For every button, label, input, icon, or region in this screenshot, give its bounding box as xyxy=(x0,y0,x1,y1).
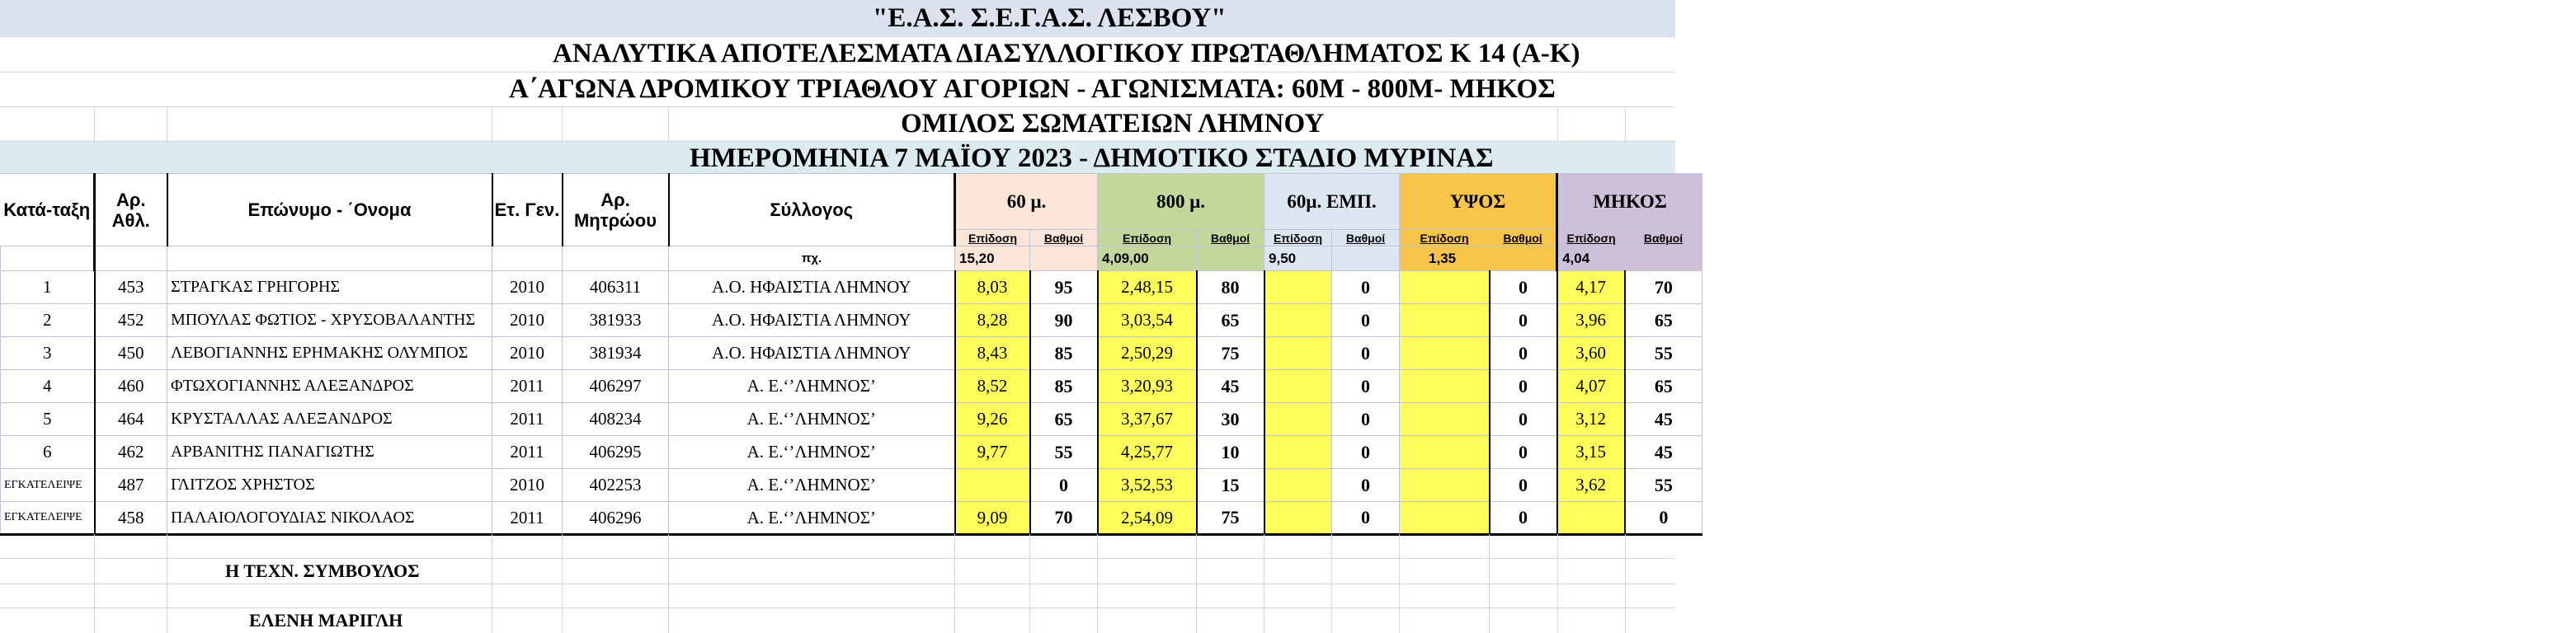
group-title: ΟΜΙΛΟΣ ΣΩΜΑΤΕΙΩΝ ΛΗΜΝΟΥ xyxy=(901,109,1325,138)
perf-hurdles-cell xyxy=(1264,337,1332,370)
points-high-cell: 0 xyxy=(1490,370,1557,403)
sub-points-long: Βαθμοί xyxy=(1625,230,1702,246)
rank-cell: 6 xyxy=(1,436,95,469)
perf-long-cell xyxy=(1557,502,1625,535)
points-800-cell: 65 xyxy=(1197,304,1264,337)
sub-points-hurdles: Βαθμοί xyxy=(1332,230,1400,246)
sub-perf-high: Επίδοση xyxy=(1400,230,1490,246)
points-800-cell: 10 xyxy=(1197,436,1264,469)
perf-long-cell: 3,15 xyxy=(1557,436,1625,469)
perf-hurdles-cell xyxy=(1264,370,1332,403)
event-60m-hurdles: 60μ. ΕΜΠ. xyxy=(1264,174,1400,230)
athlete-no-cell: 487 xyxy=(95,469,167,502)
name-cell: ΓΛΙΤΖΟΣ ΧΡΗΣΤΟΣ xyxy=(167,469,492,502)
event-long-jump: ΜΗΚΟΣ xyxy=(1557,174,1702,230)
perf-high-cell xyxy=(1400,403,1490,436)
event-800m: 800 μ. xyxy=(1098,174,1264,230)
points-60-cell: 90 xyxy=(1030,304,1098,337)
event-title: Α΄ΑΓΩΝΑ ΔΡΟΜΙΚΟΥ ΤΡΙΑΘΛΟΥ ΑΓΟΡΙΩΝ - ΑΓΩΝΙΣΜΑΤΑ: 60Μ - 800Μ- ΜΗΚΟΣ xyxy=(509,74,1556,104)
perf-long-cell: 3,60 xyxy=(1557,337,1625,370)
points-60-cell: 95 xyxy=(1030,271,1098,304)
club-cell: Α. Ε.‘’ΛΗΜΝΟΣ’ xyxy=(669,469,955,502)
ref-hurdles: 9,50 xyxy=(1264,246,1332,271)
ref-empty xyxy=(563,246,669,271)
perf-60-cell xyxy=(955,469,1030,502)
athlete-no-cell: 453 xyxy=(95,271,167,304)
perf-hurdles-cell xyxy=(1264,403,1332,436)
table-row xyxy=(1,271,1702,304)
table-row xyxy=(1,370,1702,403)
registry-cell: 402253 xyxy=(563,469,669,502)
club-cell: Α.Ο. ΗΦΑΙΣΤΙΑ ΛΗΜΝΟΥ xyxy=(669,271,955,304)
perf-60-cell: 8,43 xyxy=(955,337,1030,370)
points-60-cell: 65 xyxy=(1030,403,1098,436)
col-name: Επώνυμο - ΄Ονομα xyxy=(167,174,492,246)
points-60-cell: 85 xyxy=(1030,370,1098,403)
points-long-cell: 55 xyxy=(1625,469,1702,502)
col-birth-year: Ετ. Γεν. xyxy=(492,174,563,246)
results-table xyxy=(0,173,1702,536)
club-cell: Α. Ε.‘’ΛΗΜΝΟΣ’ xyxy=(669,370,955,403)
perf-60-cell: 9,09 xyxy=(955,502,1030,535)
perf-high-cell xyxy=(1400,436,1490,469)
sub-perf-60: Επίδοση xyxy=(955,230,1030,246)
points-800-cell: 45 xyxy=(1197,370,1264,403)
ref-club-example: πχ. xyxy=(669,246,955,271)
perf-60-cell: 9,77 xyxy=(955,436,1030,469)
birth-year-cell: 2010 xyxy=(492,337,563,370)
club-cell: Α. Ε.‘’ΛΗΜΝΟΣ’ xyxy=(669,502,955,535)
perf-60-cell: 8,03 xyxy=(955,271,1030,304)
points-long-cell: 65 xyxy=(1625,370,1702,403)
rank-cell: 2 xyxy=(1,304,95,337)
club-cell: Α. Ε.‘’ΛΗΜΝΟΣ’ xyxy=(669,403,955,436)
perf-high-cell xyxy=(1400,469,1490,502)
points-60-cell: 0 xyxy=(1030,469,1098,502)
points-high-cell: 0 xyxy=(1490,337,1557,370)
rank-cell: 1 xyxy=(1,271,95,304)
points-high-cell: 0 xyxy=(1490,403,1557,436)
perf-800-cell: 2,50,29 xyxy=(1098,337,1197,370)
perf-long-cell: 4,17 xyxy=(1557,271,1625,304)
perf-hurdles-cell xyxy=(1264,304,1332,337)
points-long-cell: 65 xyxy=(1625,304,1702,337)
event-60m: 60 μ. xyxy=(955,174,1098,230)
ref-60m: 15,20 xyxy=(955,246,1030,271)
points-60-cell: 85 xyxy=(1030,337,1098,370)
points-60-cell: 70 xyxy=(1030,502,1098,535)
rank-cell: ΕΓΚΑΤΕΛΕΙΨΕ xyxy=(1,502,95,535)
ref-empty xyxy=(1197,246,1264,271)
table-row xyxy=(1,304,1702,337)
points-800-cell: 75 xyxy=(1197,337,1264,370)
event-high-jump: ΥΨΟΣ xyxy=(1400,174,1557,230)
points-long-cell: 55 xyxy=(1625,337,1702,370)
rank-cell: ΕΓΚΑΤΕΛΕΙΨΕ xyxy=(1,469,95,502)
perf-hurdles-cell xyxy=(1264,271,1332,304)
perf-hurdles-cell xyxy=(1264,469,1332,502)
athlete-no-cell: 450 xyxy=(95,337,167,370)
points-high-cell: 0 xyxy=(1490,436,1557,469)
table-row xyxy=(1,403,1702,436)
ref-empty xyxy=(1030,246,1098,271)
birth-year-cell: 2010 xyxy=(492,304,563,337)
table-row xyxy=(1,469,1702,502)
perf-800-cell: 2,54,09 xyxy=(1098,502,1197,535)
birth-year-cell: 2011 xyxy=(492,436,563,469)
points-long-cell: 45 xyxy=(1625,436,1702,469)
rank-cell: 3 xyxy=(1,337,95,370)
col-club: Σύλλογος xyxy=(669,174,955,246)
registry-cell: 381933 xyxy=(563,304,669,337)
org-title: "Ε.Α.Σ. Σ.Ε.Γ.Α.Σ. ΛΕΣΒΟΥ" xyxy=(873,3,1227,33)
name-cell: ΑΡΒΑΝΙΤΗΣ ΠΑΝΑΓΙΩΤΗΣ xyxy=(167,436,492,469)
perf-800-cell: 3,20,93 xyxy=(1098,370,1197,403)
birth-year-cell: 2010 xyxy=(492,271,563,304)
points-hurdles-cell: 0 xyxy=(1332,271,1400,304)
ref-empty xyxy=(1332,246,1400,271)
athlete-no-cell: 452 xyxy=(95,304,167,337)
points-60-cell: 55 xyxy=(1030,436,1098,469)
sub-perf-long: Επίδοση xyxy=(1557,230,1625,246)
perf-long-cell: 3,62 xyxy=(1557,469,1625,502)
technical-advisor-label: Η ΤΕΧΝ. ΣΥΜΒΟΥΛΟΣ xyxy=(225,560,420,581)
sub-points-60: Βαθμοί xyxy=(1030,230,1098,246)
registry-cell: 408234 xyxy=(563,403,669,436)
perf-long-cell: 3,12 xyxy=(1557,403,1625,436)
points-long-cell: 0 xyxy=(1625,502,1702,535)
club-cell: Α.Ο. ΗΦΑΙΣΤΙΑ ΛΗΜΝΟΥ xyxy=(669,337,955,370)
name-cell: ΠΑΛΑΙΟΛΟΓΟΥΔΙΑΣ ΝΙΚΟΛΑΟΣ xyxy=(167,502,492,535)
perf-high-cell xyxy=(1400,370,1490,403)
name-cell: ΣΤΡΑΓΚΑΣ ΓΡΗΓΟΡΗΣ xyxy=(167,271,492,304)
points-800-cell: 30 xyxy=(1197,403,1264,436)
registry-cell: 406296 xyxy=(563,502,669,535)
points-hurdles-cell: 0 xyxy=(1332,304,1400,337)
club-cell: Α. Ε.‘’ΛΗΜΝΟΣ’ xyxy=(669,436,955,469)
athlete-no-cell: 462 xyxy=(95,436,167,469)
rank-cell: 4 xyxy=(1,370,95,403)
table-row xyxy=(1,337,1702,370)
athlete-no-cell: 464 xyxy=(95,403,167,436)
col-athlete-no: Αρ. Αθλ. xyxy=(95,174,167,246)
perf-800-cell: 2,48,15 xyxy=(1098,271,1197,304)
sub-perf-hurdles: Επίδοση xyxy=(1264,230,1332,246)
perf-800-cell: 3,52,53 xyxy=(1098,469,1197,502)
ref-high-jump: 1,35 xyxy=(1400,246,1490,271)
points-800-cell: 75 xyxy=(1197,502,1264,535)
registry-cell: 406297 xyxy=(563,370,669,403)
club-cell: Α.Ο. ΗΦΑΙΣΤΙΑ ΛΗΜΝΟΥ xyxy=(669,304,955,337)
signer-name: ΕΛΕΝΗ ΜΑΡΙΓΛΗ xyxy=(249,610,403,631)
perf-800-cell: 3,37,67 xyxy=(1098,403,1197,436)
athlete-no-cell: 458 xyxy=(95,502,167,535)
perf-high-cell xyxy=(1400,502,1490,535)
sub-points-800: Βαθμοί xyxy=(1197,230,1264,246)
table-row xyxy=(1,502,1702,535)
name-cell: ΜΠΟΥΛΑΣ ΦΩΤΙΟΣ - ΧΡΥΣΟΒΑΛΑΝΤΗΣ xyxy=(167,304,492,337)
perf-800-cell: 4,25,77 xyxy=(1098,436,1197,469)
perf-high-cell xyxy=(1400,337,1490,370)
points-hurdles-cell: 0 xyxy=(1332,436,1400,469)
points-hurdles-cell: 0 xyxy=(1332,370,1400,403)
points-800-cell: 15 xyxy=(1197,469,1264,502)
ref-empty xyxy=(1625,246,1702,271)
points-long-cell: 45 xyxy=(1625,403,1702,436)
birth-year-cell: 2010 xyxy=(492,469,563,502)
birth-year-cell: 2011 xyxy=(492,403,563,436)
name-cell: ΚΡΥΣΤΑΛΛΑΣ ΑΛΕΞΑΝΔΡΟΣ xyxy=(167,403,492,436)
col-registry-no: Αρ. Μητρώου xyxy=(563,174,669,246)
name-cell: ΦΤΩΧΟΓΙΑΝΝΗΣ ΑΛΕΞΑΝΔΡΟΣ xyxy=(167,370,492,403)
perf-high-cell xyxy=(1400,304,1490,337)
points-high-cell: 0 xyxy=(1490,469,1557,502)
ref-empty xyxy=(95,246,167,271)
ref-800m: 4,09,00 xyxy=(1098,246,1197,271)
birth-year-cell: 2011 xyxy=(492,502,563,535)
points-high-cell: 0 xyxy=(1490,502,1557,535)
results-title: ΑΝΑΛΥΤΙΚΑ ΑΠΟΤΕΛΕΣΜΑΤΑ ΔΙΑΣΥΛΛΟΓΙΚΟΥ ΠΡΩΤΑΘΛΗΜΑΤΟΣ Κ 14 (Α-Κ) xyxy=(553,39,1580,68)
col-rank: Κατά-ταξη xyxy=(1,174,95,246)
perf-800-cell: 3,03,54 xyxy=(1098,304,1197,337)
points-800-cell: 80 xyxy=(1197,271,1264,304)
registry-cell: 406295 xyxy=(563,436,669,469)
points-high-cell: 0 xyxy=(1490,271,1557,304)
registry-cell: 381934 xyxy=(563,337,669,370)
ref-long-jump: 4,04 xyxy=(1557,246,1625,271)
ref-empty xyxy=(1490,246,1557,271)
points-hurdles-cell: 0 xyxy=(1332,469,1400,502)
perf-60-cell: 8,52 xyxy=(955,370,1030,403)
points-hurdles-cell: 0 xyxy=(1332,502,1400,535)
perf-long-cell: 3,96 xyxy=(1557,304,1625,337)
ref-empty xyxy=(1,246,95,271)
birth-year-cell: 2011 xyxy=(492,370,563,403)
athlete-no-cell: 460 xyxy=(95,370,167,403)
name-cell: ΛΕΒΟΓΙΑΝΝΗΣ ΕΡΗΜΑΚΗΣ ΟΛΥΜΠΟΣ xyxy=(167,337,492,370)
perf-hurdles-cell xyxy=(1264,502,1332,535)
points-hurdles-cell: 0 xyxy=(1332,337,1400,370)
table-row xyxy=(1,436,1702,469)
rank-cell: 5 xyxy=(1,403,95,436)
perf-high-cell xyxy=(1400,271,1490,304)
ref-empty xyxy=(492,246,563,271)
date-title: ΗΜΕΡΟΜΗΝΙΑ 7 ΜΑΪΟΥ 2023 - ΔΗΜΟΤΙΚΟ ΣΤΑΔΙΟ ΜΥΡΙΝΑΣ xyxy=(690,143,1494,173)
sub-points-high: Βαθμοί xyxy=(1490,230,1557,246)
perf-hurdles-cell xyxy=(1264,436,1332,469)
points-hurdles-cell: 0 xyxy=(1332,403,1400,436)
perf-60-cell: 9,26 xyxy=(955,403,1030,436)
perf-60-cell: 8,28 xyxy=(955,304,1030,337)
sub-perf-800: Επίδοση xyxy=(1098,230,1197,246)
ref-empty xyxy=(167,246,492,271)
points-high-cell: 0 xyxy=(1490,304,1557,337)
perf-long-cell: 4,07 xyxy=(1557,370,1625,403)
points-long-cell: 70 xyxy=(1625,271,1702,304)
registry-cell: 406311 xyxy=(563,271,669,304)
